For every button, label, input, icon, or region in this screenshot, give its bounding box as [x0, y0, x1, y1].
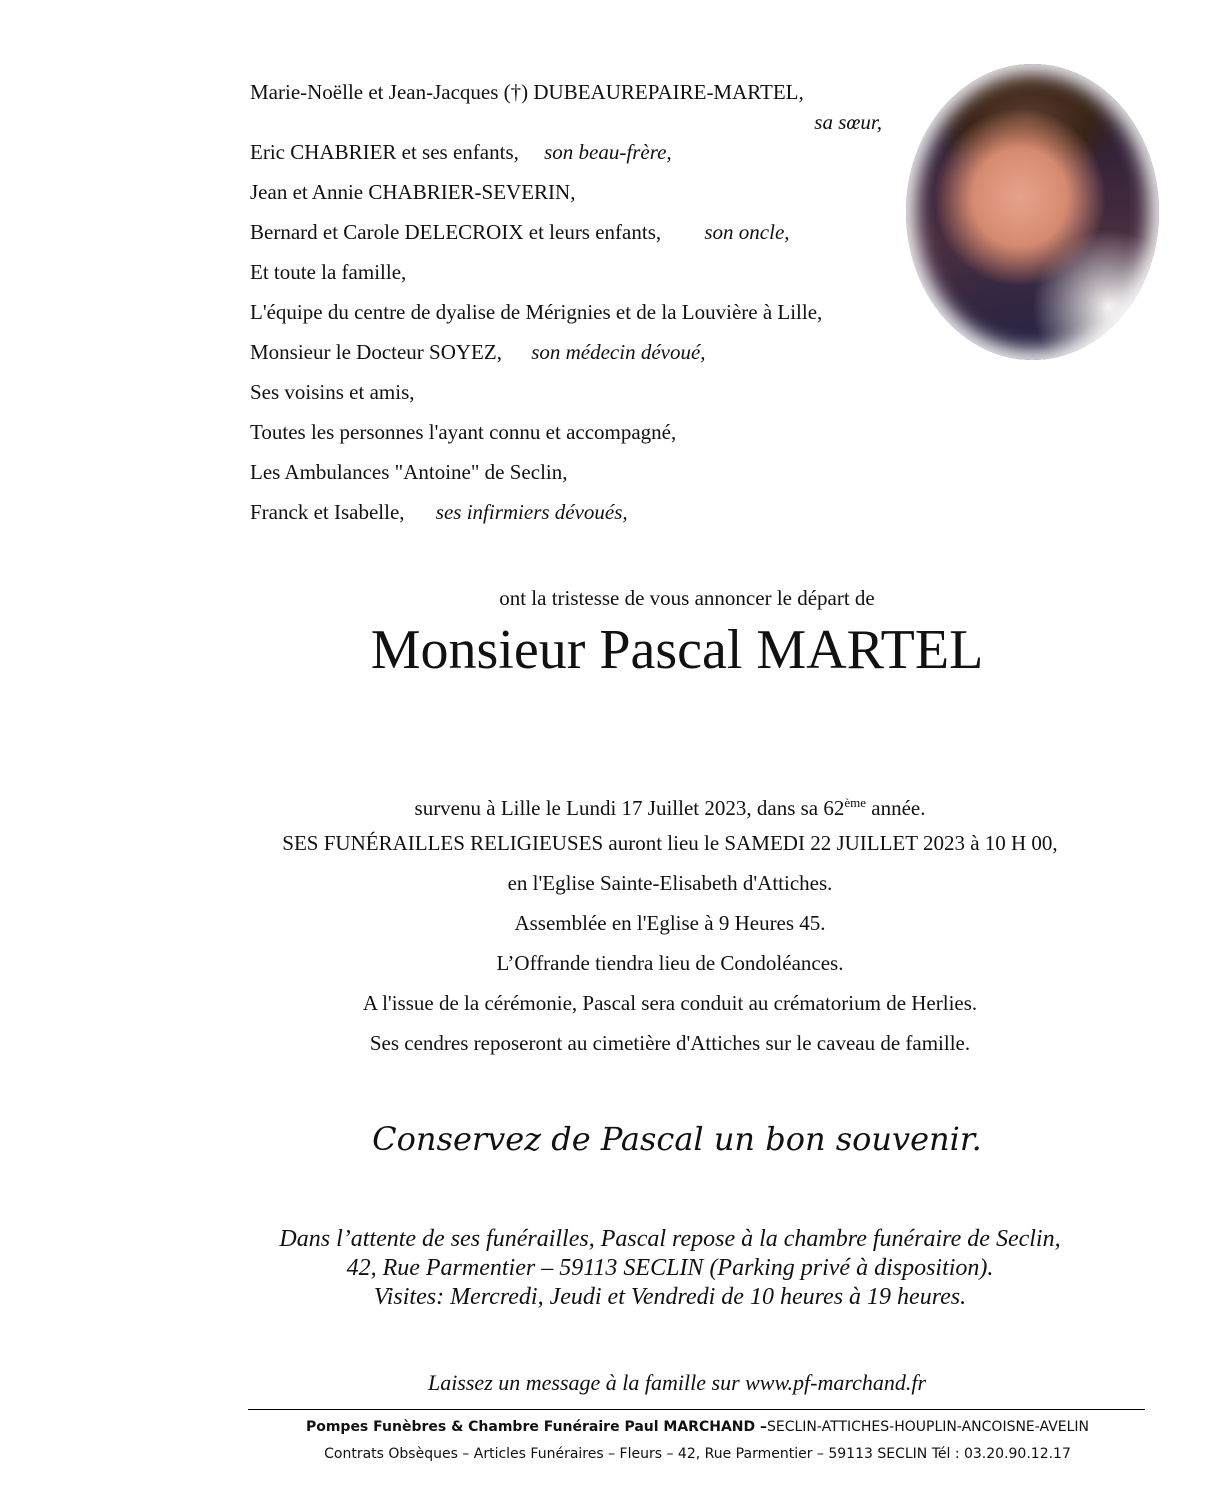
message-invite: Laissez un message à la famille sur www.pf-marchand.fr [427, 1370, 927, 1395]
detail-line: Ses cendres reposeront au cimetière d'Attiches sur le caveau de famille. [369, 1031, 971, 1055]
company-towns: SECLIN-ATTICHES-HOUPLIN-ANCOISNE-AVELIN [767, 1419, 1090, 1435]
family-names: Bernard et Carole DELECROIX et leurs enfants, [250, 220, 662, 244]
family-names: Eric CHABRIER et ses enfants, [250, 140, 519, 164]
family-names: Les Ambulances "Antoine" de Seclin, [250, 460, 568, 484]
company-name: Pompes Funèbres & Chambre Funéraire Paul MARCHAND – [305, 1419, 767, 1435]
family-line [250, 220, 790, 245]
death-notice-text: survenu à Lille le Lundi 17 Juillet 2023, dans sa 62 [414, 796, 845, 820]
family-names: Jean et Annie CHABRIER-SEVERIN, [250, 180, 576, 204]
family-relation: son médecin dévoué, [531, 340, 706, 364]
announcement-intro: ont la tristesse de vous annoncer le départ de [499, 586, 875, 610]
death-notice-end: année. [866, 796, 926, 820]
footer-services-line: Contrats Obsèques – Articles Funéraires – Fleurs – 42, Rue Parmentier – 59113 SECLIN Tél : 03.20.90.12.17 [324, 1446, 1071, 1462]
family-line [814, 110, 882, 135]
footer-company-line [250, 1419, 1145, 1435]
vigil-line: Dans l’attente de ses funérailles, Pascal repose à la chambre funéraire de Seclin, [279, 1226, 1061, 1252]
family-line [250, 340, 706, 365]
family-line [250, 420, 676, 445]
family-names: Toutes les personnes l'ayant connu et accompagné, [250, 420, 677, 444]
family-line [250, 460, 568, 485]
ordinal-suffix: ème [844, 795, 867, 810]
vigil-info [70, 1225, 1214, 1312]
family-line [250, 260, 406, 285]
funeral-details [70, 788, 1214, 1068]
family-names: Monsieur le Docteur SOYEZ, [250, 340, 502, 364]
family-names: Franck et Isabelle, [250, 500, 405, 524]
family-names: Et toute la famille, [250, 260, 407, 284]
keepsake-line: Conservez de Pascal un bon souvenir. [372, 1120, 982, 1158]
family-line [250, 80, 804, 105]
detail-line: Assemblée en l'Eglise à 9 Heures 45. [514, 911, 826, 935]
vigil-line: Visites: Mercredi, Jeudi et Vendredi de 10 heures à 19 heures. [373, 1284, 967, 1310]
family-line [250, 380, 415, 405]
family-line [250, 300, 822, 325]
deceased-name: Monsieur Pascal MARTEL [370, 619, 984, 681]
detail-line: L’Offrande tiendra lieu de Condoléances. [496, 951, 844, 975]
portrait-photo [906, 64, 1159, 360]
family-relation: son beau-frère, [544, 140, 672, 164]
family-line [250, 500, 628, 525]
vigil-line: 42, Rue Parmentier – 59113 SECLIN (Parking privé à disposition). [346, 1255, 994, 1281]
family-line [250, 140, 672, 165]
family-names: L'équipe du centre de dyalise de Mérignies et de la Louvière à Lille, [250, 300, 823, 324]
footer-divider [248, 1409, 1145, 1410]
detail-line: SES FUNÉRAILLES RELIGIEUSES auront lieu le SAMEDI 22 JUILLET 2023 à 10 H 00, [282, 831, 1058, 855]
family-names: Marie-Noëlle et Jean-Jacques (†) DUBEAUREPAIRE-MARTEL, [250, 80, 804, 104]
family-relation: ses infirmiers dévoués, [435, 500, 628, 524]
detail-line: en l'Eglise Sainte-Elisabeth d'Attiches. [507, 871, 833, 895]
family-line [250, 180, 575, 205]
death-notice [70, 788, 1214, 828]
family-names: Ses voisins et amis, [250, 380, 415, 404]
detail-line: A l'issue de la cérémonie, Pascal sera conduit au crématorium de Herlies. [362, 991, 978, 1015]
family-relation: son oncle, [704, 220, 790, 244]
family-relation: sa sœur, [814, 110, 882, 134]
